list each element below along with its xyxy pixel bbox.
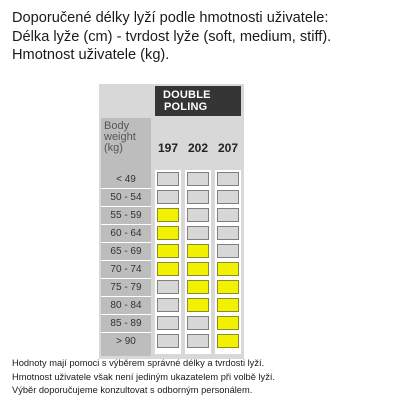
row-divider [101, 242, 151, 243]
table-cell [157, 334, 179, 348]
footer-line-2: Hmotnost uživatele však není jediným ukazatelem při volbě lyží. [12, 371, 276, 382]
recommended-cell [217, 316, 239, 330]
recommended-cell [187, 244, 209, 258]
table-cell [157, 280, 179, 294]
double-poling-badge [155, 86, 241, 116]
weight-range-label: 50 - 54 [110, 192, 142, 203]
weight-range-label: 70 - 74 [110, 264, 142, 275]
table-cell [217, 244, 239, 258]
recommended-cell [217, 280, 239, 294]
weight-header-line-2: weight [104, 131, 136, 143]
ski-length-header: 207 [217, 141, 239, 155]
table-cell [187, 316, 209, 330]
badge-line-1: DOUBLE [163, 89, 211, 101]
row-divider [101, 332, 151, 333]
badge-line-2: POLING [164, 101, 208, 113]
recommended-cell [157, 244, 179, 258]
heading [12, 9, 402, 65]
recommended-cell [217, 298, 239, 312]
table-cell [217, 172, 239, 186]
table-cell [187, 190, 209, 204]
row-divider [101, 260, 151, 261]
row-divider [101, 224, 151, 225]
weight-range-label: 55 - 59 [110, 210, 142, 221]
ski-length-header: 197 [157, 141, 179, 155]
table-cell [157, 298, 179, 312]
table-cell [217, 190, 239, 204]
table-cell [157, 172, 179, 186]
heading-line-2: Délka lyže (cm) - tvrdost lyže (soft, medium, stiff). [12, 28, 332, 45]
table-cell [187, 334, 209, 348]
table-cell [187, 172, 209, 186]
weight-header-line-1: Body [104, 120, 130, 132]
recommended-cell [187, 280, 209, 294]
row-divider [101, 188, 151, 189]
footer-note [12, 357, 402, 398]
footer-line-1: Hodnoty mají pomoci s výběrem správné délky a tvrdosti lyží. [12, 358, 265, 368]
weight-range-label: 85 - 89 [110, 318, 142, 329]
heading-line-1: Doporučené délky lyží podle hmotnosti uživatele: [12, 10, 329, 26]
weight-column-header [104, 121, 150, 154]
table-cell [187, 208, 209, 222]
recommended-cell [157, 208, 179, 222]
recommended-cell [187, 262, 209, 276]
ski-length-header: 202 [187, 141, 209, 155]
row-divider [101, 278, 151, 279]
weight-range-label: 80 - 84 [110, 300, 142, 311]
row-divider [101, 206, 151, 207]
recommended-cell [217, 262, 239, 276]
table-cell [157, 190, 179, 204]
table-cell [217, 208, 239, 222]
weight-header-line-3: (kg) [104, 142, 123, 154]
table-cell [157, 316, 179, 330]
weight-range-label: 75 - 79 [110, 282, 142, 293]
recommended-cell [217, 334, 239, 348]
recommended-cell [157, 226, 179, 240]
weight-range-label: > 90 [116, 336, 136, 347]
table-cell [217, 226, 239, 240]
weight-range-label: 60 - 64 [110, 228, 142, 239]
row-divider [101, 296, 151, 297]
footer-line-3: Výběr doporučujeme konzultovat s odborným personálem. [12, 385, 253, 396]
table-cell [187, 226, 209, 240]
weight-range-label: < 49 [116, 174, 136, 185]
weight-range-label: 65 - 69 [110, 246, 142, 257]
row-divider [101, 314, 151, 315]
heading-line-3: Hmotnost uživatele (kg). [12, 47, 170, 64]
recommended-cell [157, 262, 179, 276]
recommended-cell [187, 298, 209, 312]
